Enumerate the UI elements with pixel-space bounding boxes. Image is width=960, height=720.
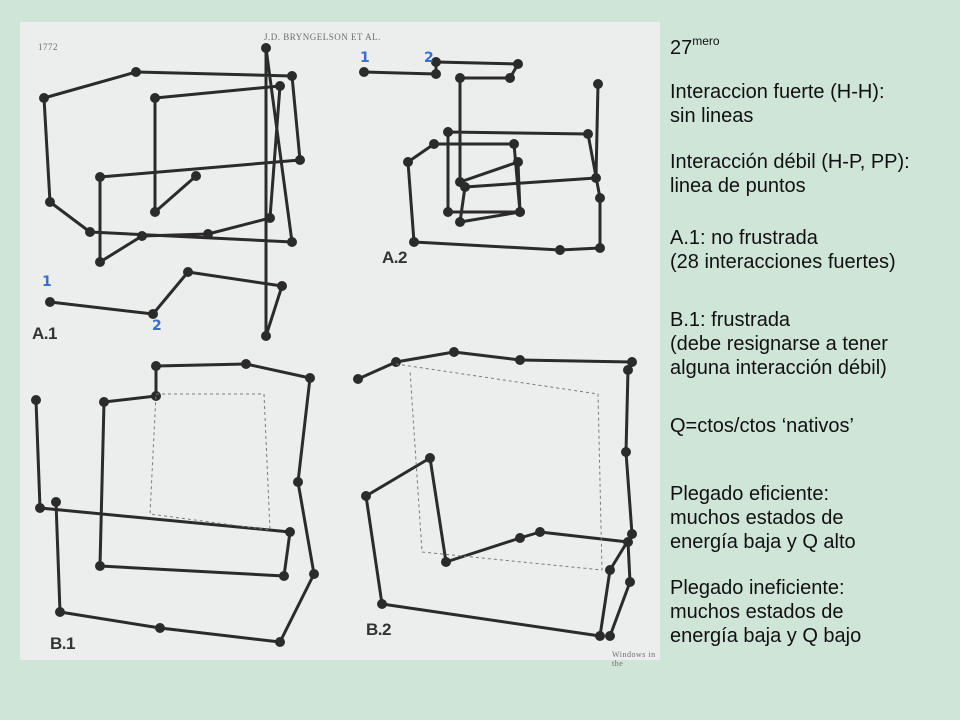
panel-label-b2: B.2 [366, 620, 391, 639]
lattice-protein-photo [20, 22, 660, 668]
a1-second-marker: 2 [152, 318, 162, 334]
a1-bead [203, 229, 213, 239]
a1-bead [287, 71, 297, 81]
b1-bead [305, 373, 315, 383]
b2-bead [605, 631, 615, 641]
efficient-folding-note: Plegado eficiente: muchos estados de energía baja y Q alto [670, 483, 856, 553]
a1-bead [131, 67, 141, 77]
b1-bead [309, 569, 319, 579]
b2-bead [623, 537, 633, 547]
a1-bead [265, 213, 275, 223]
a1-bead [39, 93, 49, 103]
q-definition-note: Q=ctos/ctos ‘nativos’ [670, 415, 854, 437]
b1-bead [241, 359, 251, 369]
b1-bead [51, 497, 61, 507]
a2-bead [513, 59, 523, 69]
b1-bead [151, 391, 161, 401]
a2-bead [595, 243, 605, 253]
b1-bead [155, 623, 165, 633]
b1-bead [285, 527, 295, 537]
a2-bead [409, 237, 419, 247]
a1-bead [45, 297, 55, 307]
a2-bead [443, 207, 453, 217]
slide-number-sup: mero [692, 34, 720, 48]
strong-interaction-note: Interaccion fuerte (H-H): sin lineas [670, 81, 885, 127]
a2-bead [555, 245, 565, 255]
b2-bead [535, 527, 545, 537]
b2-bead [515, 533, 525, 543]
b2-bead [621, 447, 631, 457]
a2-bead [403, 157, 413, 167]
b1-bead [293, 477, 303, 487]
a2-bead [591, 173, 601, 183]
b2-bead [361, 491, 371, 501]
a1-bead [95, 257, 105, 267]
a2-chain-line [364, 62, 600, 250]
b2-bead [515, 355, 525, 365]
b2-bead [449, 347, 459, 357]
slide-number: $27^{mero}$ [670, 34, 720, 59]
a1-bead [150, 207, 160, 217]
a2-bead [460, 182, 470, 192]
b2-bead [377, 599, 387, 609]
b2-bead [441, 557, 451, 567]
a2-bead [443, 127, 453, 137]
weak-interaction-dotted-line [150, 394, 270, 530]
a1-bead [85, 227, 95, 237]
weak-interaction-dotted-line [396, 364, 602, 570]
a2-bead [595, 193, 605, 203]
a1-note: A.1: no frustrada (28 interacciones fuertes) [670, 227, 896, 273]
a1-bead [95, 172, 105, 182]
b2-bead [625, 577, 635, 587]
a1-bead [183, 267, 193, 277]
b2-bead [391, 357, 401, 367]
footer-fragment: Windows in the [612, 650, 656, 668]
a1-bead [45, 197, 55, 207]
panel-label-a1: A.1 [32, 324, 57, 343]
panel-label-a2: A.2 [382, 248, 407, 267]
a2-bead [583, 129, 593, 139]
b1-bead [35, 503, 45, 513]
a2-bead [505, 73, 515, 83]
b2-bead [425, 453, 435, 463]
b1-bead [99, 397, 109, 407]
a1-bead [295, 155, 305, 165]
a2-second-marker: 2 [424, 50, 434, 66]
a1-start-marker: 1 [42, 274, 52, 290]
a1-bead [150, 93, 160, 103]
weak-interaction-note: Interacción débil (H-P, PP): linea de puntos [670, 151, 910, 197]
a1-bead [261, 331, 271, 341]
a2-bead [455, 217, 465, 227]
b1-chain-line [36, 364, 314, 642]
a2-bead [515, 207, 525, 217]
b1-bead [31, 395, 41, 405]
b1-bead [275, 637, 285, 647]
a2-bead [429, 139, 439, 149]
a2-bead [509, 139, 519, 149]
b2-bead [595, 631, 605, 641]
inefficient-folding-note: Plegado ineficiente: muchos estados de energía baja y Q bajo [670, 577, 862, 647]
a2-start-marker: 1 [360, 50, 370, 66]
a2-bead [359, 67, 369, 77]
a2-bead [593, 79, 603, 89]
a2-bead [513, 157, 523, 167]
a1-bead [261, 43, 271, 53]
b2-chain-line [358, 352, 632, 636]
a1-bead [277, 281, 287, 291]
b1-bead [95, 561, 105, 571]
a2-bead [455, 73, 465, 83]
panel-label-b1: B.1 [50, 634, 75, 653]
a1-bead [137, 231, 147, 241]
b2-bead [605, 565, 615, 575]
b2-bead [353, 374, 363, 384]
a1-bead [191, 171, 201, 181]
a2-bead [431, 69, 441, 79]
header-page-number: 1772 [38, 42, 58, 52]
b1-bead [279, 571, 289, 581]
a1-chain-line [44, 48, 300, 336]
header-authors: J.D. BRYNGELSON ET AL. [264, 32, 381, 42]
a1-bead [275, 81, 285, 91]
b1-bead [151, 361, 161, 371]
a1-bead [287, 237, 297, 247]
b1-note: B.1: frustrada (debe resignarse a tener alguna interacción débil) [670, 309, 888, 379]
b2-bead [623, 365, 633, 375]
lattice-chains [20, 22, 660, 660]
b1-bead [55, 607, 65, 617]
